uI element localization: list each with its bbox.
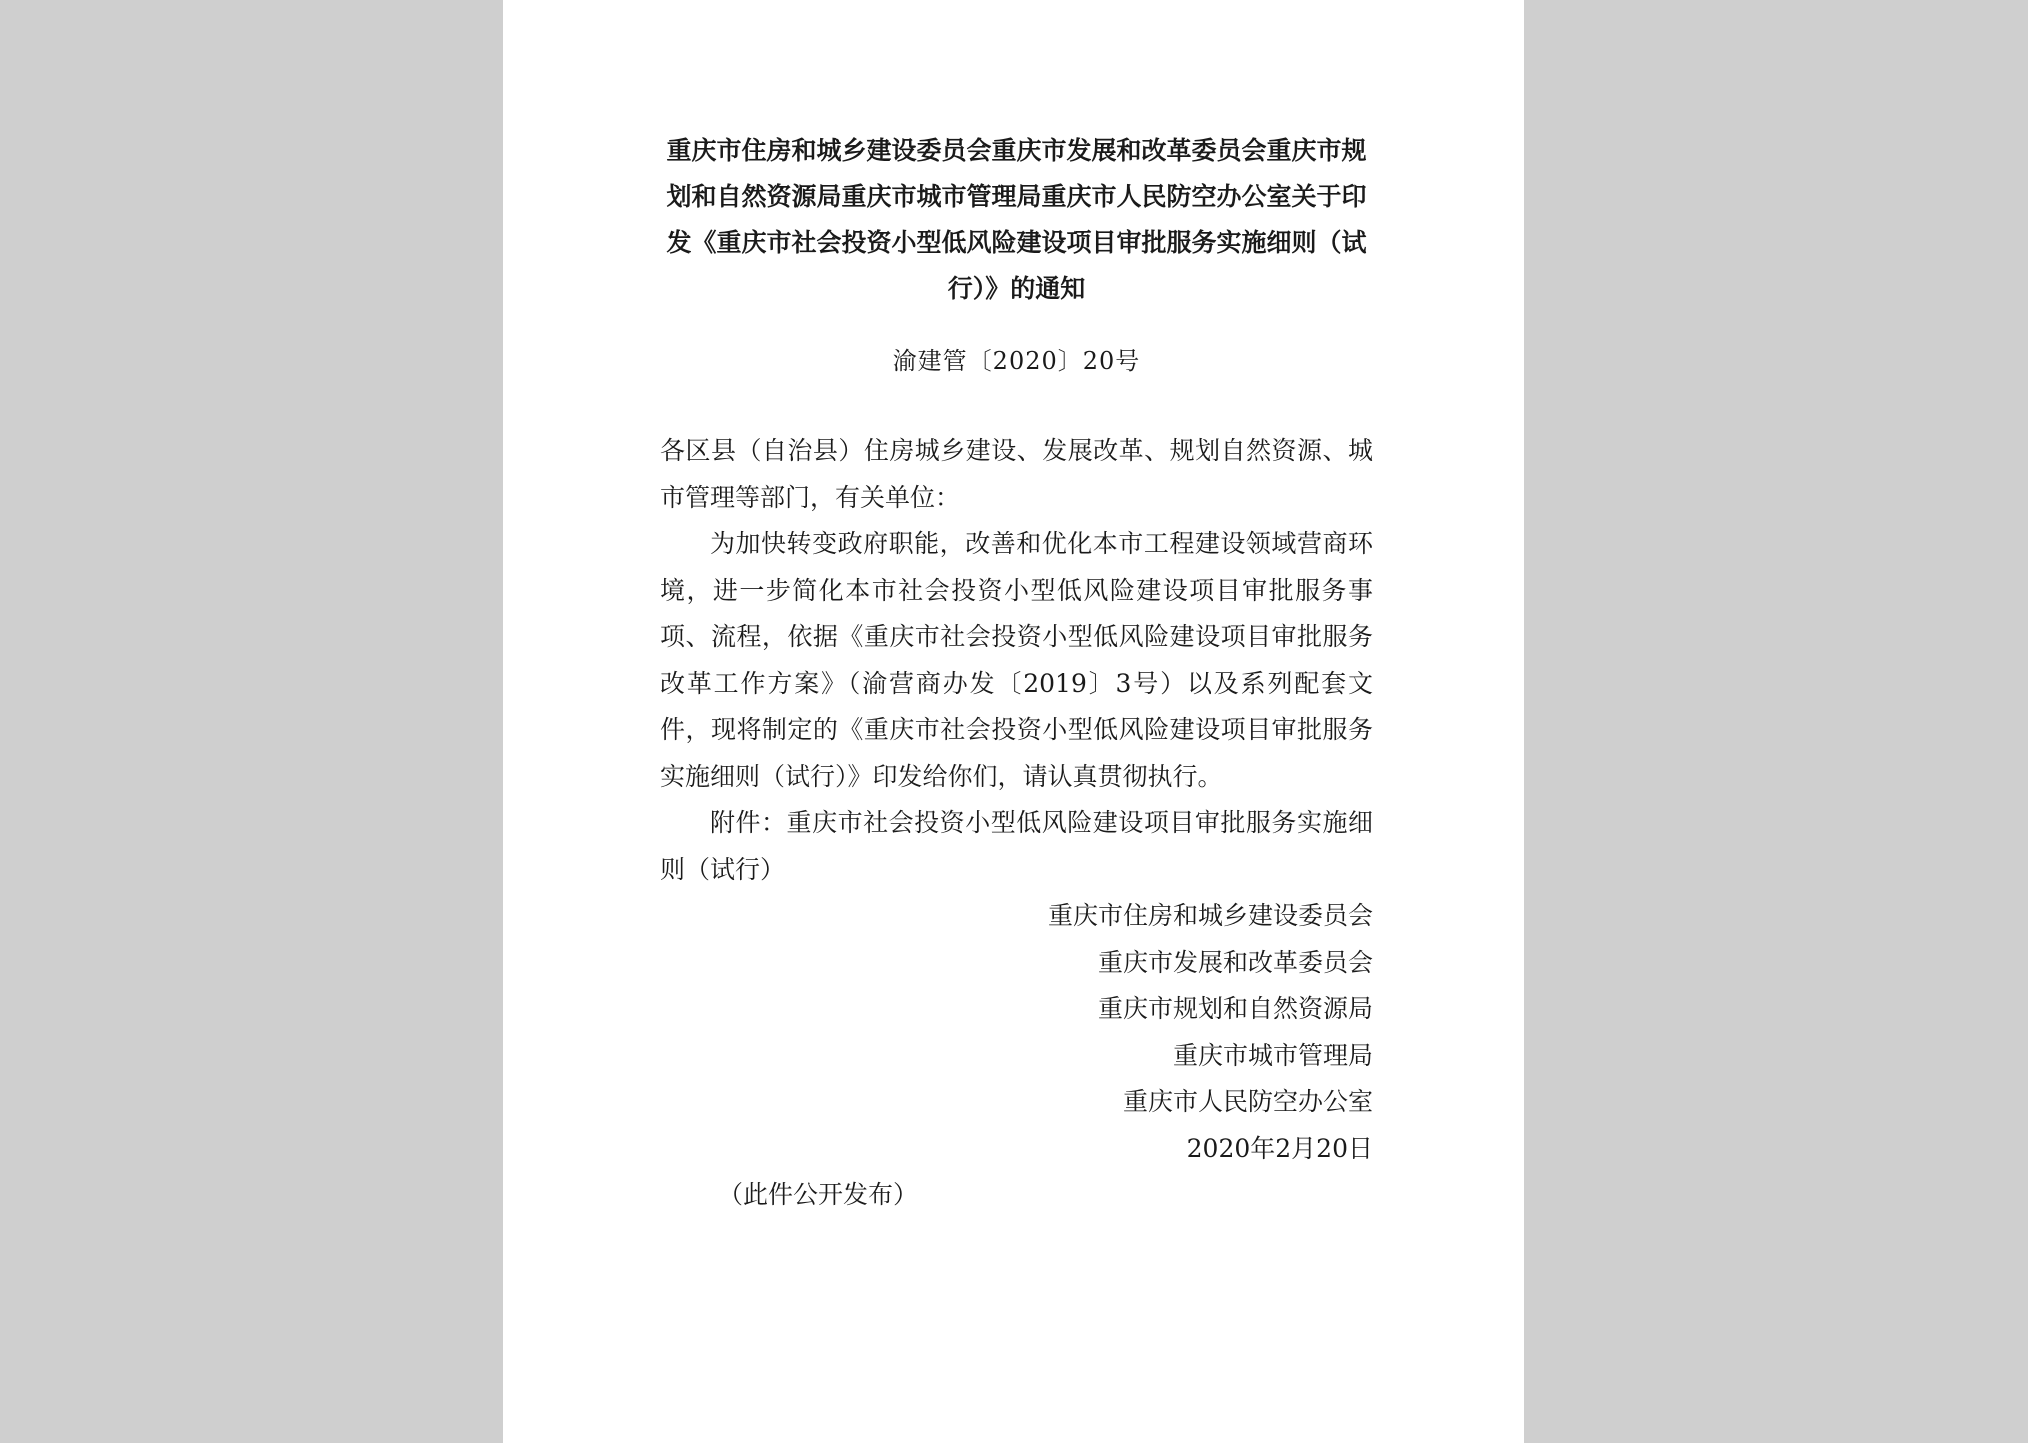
signatory-development-committee: 重庆市发展和改革委员会 <box>1097 947 1373 977</box>
document-title: 重庆市住房和城乡建设委员会重庆市发展和改革委员会重庆市规划和自然资源局重庆市城市管理局重庆市人民防空办公室关于印发《重庆市社会投资小型低风险建设项目审批服务实施细则（试行）》的通知 <box>666 136 1367 303</box>
signatory-housing-committee: 重庆市住房和城乡建设委员会 <box>1047 901 1373 930</box>
signature-block <box>660 893 1373 1172</box>
document-date: 2020年2月20日 <box>1186 1133 1373 1163</box>
document-page <box>503 0 1524 1443</box>
body-paragraph: 为加快转变政府职能，改善和优化本市工程建设领域营商环境，进一步简化本市社会投资小型低风险建设项目审批服务事项、流程，依据《重庆市社会投资小型低风险建设项目审批服务改革工作方案》（渝营商办发〔2019〕3号）以及系列配套文件，现将制定的《重庆市社会投资小型低风险建设项目审批服务实施细则（试行）》印发给你们，请认真贯彻执行。 <box>660 529 1373 791</box>
public-release-note: （此件公开发布） <box>718 1180 919 1209</box>
signatory-planning-bureau: 重庆市规划和自然资源局 <box>1097 994 1373 1023</box>
attachment-line: 附件：重庆市社会投资小型低风险建设项目审批服务实施细则（试行） <box>660 808 1373 884</box>
page-content <box>660 128 1373 1219</box>
signatory-civil-defense-office: 重庆市人民防空办公室 <box>1122 1087 1373 1116</box>
document-body <box>660 428 1373 893</box>
signatory-city-management-bureau: 重庆市城市管理局 <box>1172 1040 1373 1070</box>
recipients-line: 各区县（自治县）住房城乡建设、发展改革、规划自然资源、城市管理等部门，有关单位： <box>660 436 1373 512</box>
document-number: 渝建管〔2020〕20号 <box>892 347 1141 375</box>
